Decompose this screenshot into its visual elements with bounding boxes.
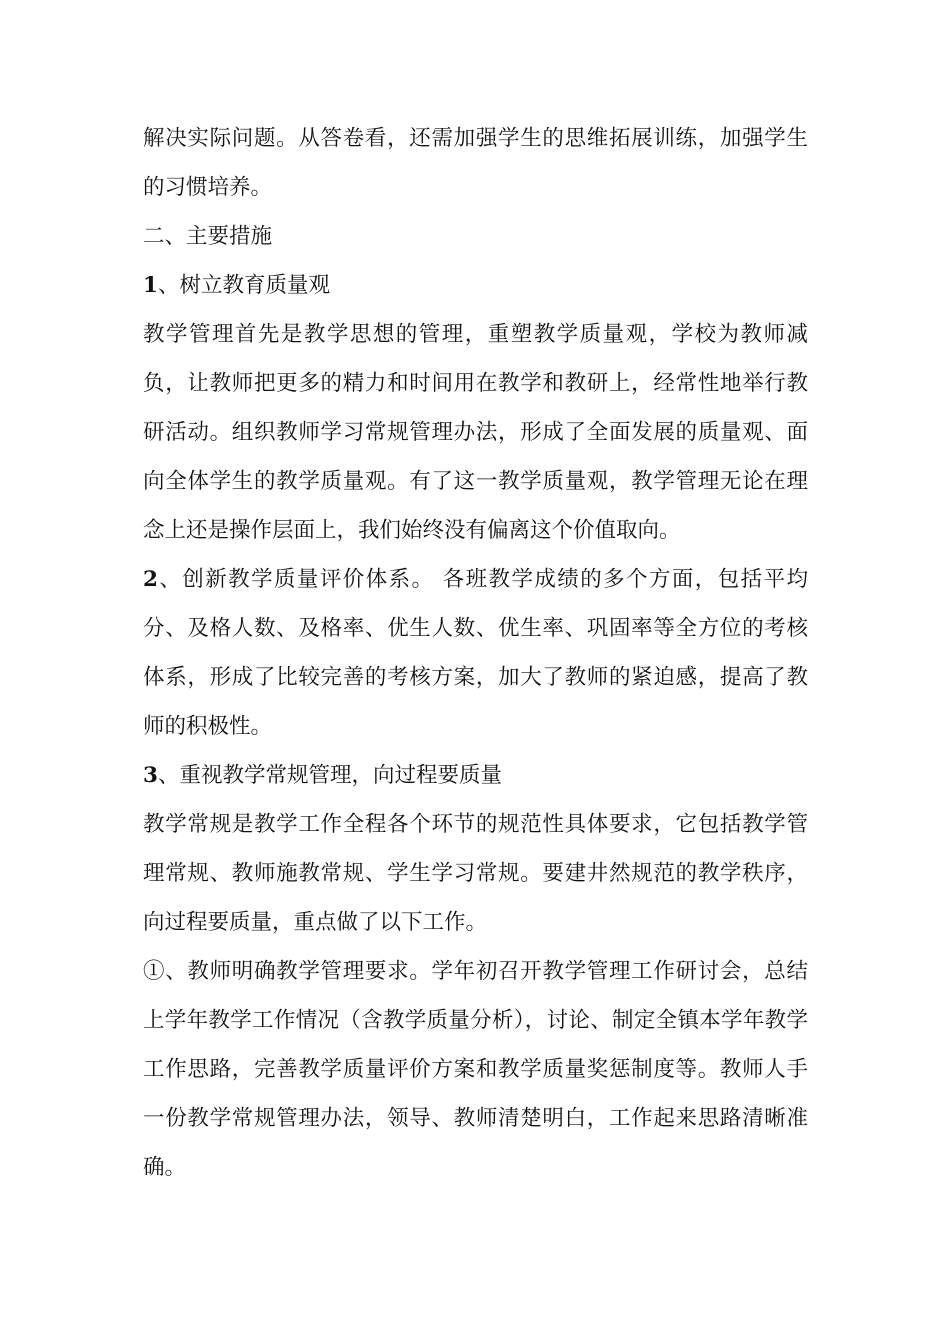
- subheading-routine-management: [143, 751, 808, 800]
- document-body: [143, 114, 808, 1192]
- paragraph-management-requirements: [143, 947, 808, 1192]
- paragraph-text: 解决实际问题。从答卷看，还需加强学生的思维拓展训练，加强学生的习惯培养。: [143, 126, 808, 200]
- paragraph-text: 教学常规是教学工作全程各个环节的规范性具体要求，它包括教学管理常规、教师施教常规、学生学习常规。要建井然规范的教学秩序，向过程要质量，重点做了以下工作。: [143, 812, 808, 935]
- paragraph-text: ①、教师明确教学管理要求。学年初召开教学管理工作研讨会，总结上学年教学工作情况（含教学质量分析），讨论、制定全镇本学年教学工作思路，完善教学质量评价方案和教学质量奖惩制度等。教师人手一份教学常规管理办法，领导、教师清楚明白，工作起来思路清晰准确。: [143, 959, 808, 1180]
- paragraph-number: 2: [143, 567, 158, 592]
- paragraph-text: 二、主要措施: [143, 224, 273, 249]
- paragraph-text: 、树立教育质量观: [157, 273, 330, 298]
- paragraph-routine-management: [143, 800, 808, 947]
- paragraph-text: 、重视教学常规管理，向过程要质量: [157, 763, 502, 788]
- paragraph-number: 1: [143, 273, 158, 298]
- paragraph-text: 教学管理首先是教学思想的管理，重塑教学质量观，学校为教师减负，让教师把更多的精力和时间用在教学和教研上，经常性地举行教研活动。组织教师学习常规管理办法，形成了全面发展的质量观、面向全体学生的教学质量观。有了这一教学质量观，教学管理无论在理念上还是操作层面上，我们始终没有偏离这个价值取向。: [143, 322, 808, 543]
- paragraph-quality-view: [143, 310, 808, 555]
- paragraph-evaluation-system: [143, 555, 808, 751]
- paragraph-number: 3: [143, 763, 158, 788]
- section-heading-measures: [143, 212, 808, 261]
- subheading-quality-view: [143, 261, 808, 310]
- paragraph-text: 、创新教学质量评价体系。 各班教学成绩的多个方面，包括平均分、及格人数、及格率、优生人数、优生率、巩固率等全方位的考核体系，形成了比较完善的考核方案，加大了教师的紧迫感，提高了教师的积极性。: [143, 567, 808, 739]
- paragraph-continuation: [143, 114, 808, 212]
